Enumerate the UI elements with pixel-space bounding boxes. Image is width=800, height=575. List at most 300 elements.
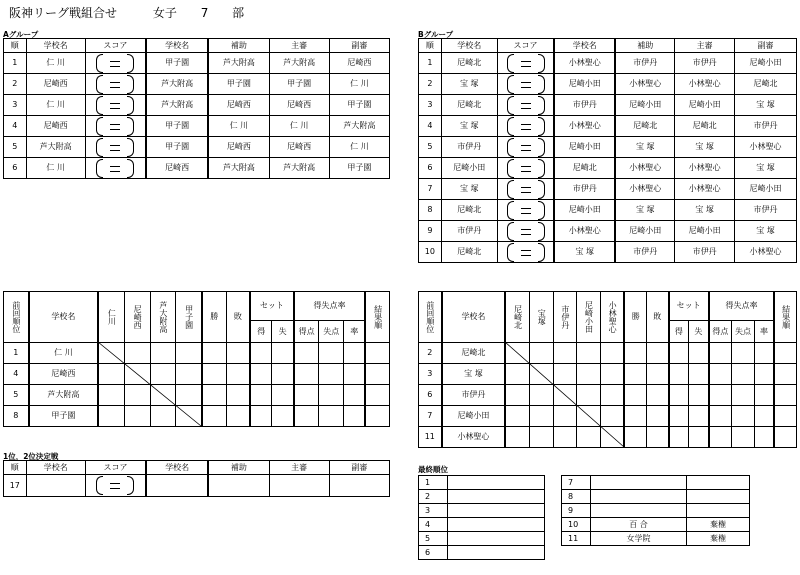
score-cell[interactable] [497, 179, 554, 200]
rank-number: 10 [562, 518, 591, 532]
ratio-cell[interactable] [754, 364, 774, 385]
score-cell[interactable] [497, 53, 554, 74]
rank-school[interactable] [448, 476, 545, 490]
rank-school[interactable] [448, 490, 545, 504]
match-cell: 4 [4, 116, 27, 137]
result-cell[interactable] [600, 427, 624, 448]
score-bracket[interactable] [507, 159, 545, 176]
ranking-row [419, 546, 545, 560]
rank-note [687, 490, 750, 504]
match-cell: 6 [4, 158, 27, 179]
match-cell: 宝 塚 [735, 221, 797, 242]
loss-cell[interactable] [226, 364, 250, 385]
pt-loss-cell[interactable] [732, 364, 755, 385]
ranking-left-table [418, 475, 545, 560]
result-cell[interactable] [553, 406, 577, 427]
match-cell: 芦大附高 [146, 95, 208, 116]
match-cell: 尼崎小田 [615, 95, 674, 116]
score-bracket[interactable] [96, 159, 134, 176]
header-cell: 副審 [735, 39, 797, 53]
header-cell: 学校名 [26, 461, 85, 475]
score-bracket[interactable] [507, 138, 545, 155]
loss-cell[interactable] [646, 385, 668, 406]
group-a-table [3, 38, 390, 179]
match-cell: 市伊丹 [615, 242, 674, 263]
match-cell: 尼崎西 [26, 116, 85, 137]
rank-school[interactable] [448, 504, 545, 518]
score-bracket[interactable] [507, 96, 545, 113]
set-loss-cell[interactable] [689, 385, 709, 406]
pt-loss-cell[interactable] [732, 385, 755, 406]
match-cell: 小林聖心 [554, 53, 615, 74]
match-cell: 宝 塚 [735, 95, 797, 116]
match-cell: 市伊丹 [615, 53, 674, 74]
prev-rank-header: 前回順位 [4, 292, 29, 343]
match-cell [329, 475, 389, 497]
pt-loss-header: 失点 [732, 321, 755, 343]
score-bracket[interactable] [96, 96, 134, 113]
pt-win-header: 得点 [709, 321, 732, 343]
score-cell[interactable] [497, 116, 554, 137]
result-cell[interactable] [600, 343, 624, 364]
final-rank-cell[interactable] [365, 385, 389, 406]
result-cell[interactable] [553, 385, 577, 406]
match-cell: 市伊丹 [441, 221, 497, 242]
result-cell[interactable] [176, 385, 202, 406]
result-cell[interactable] [529, 364, 553, 385]
result-cell[interactable] [176, 343, 202, 364]
ratio-cell[interactable] [344, 385, 366, 406]
match-cell: 4 [419, 116, 442, 137]
match-row [419, 53, 797, 74]
result-cell[interactable] [529, 427, 553, 448]
rank-number: 8 [562, 490, 591, 504]
score-bracket[interactable] [507, 222, 545, 239]
group-b-table [418, 38, 797, 263]
result-cell[interactable] [553, 427, 577, 448]
match-cell: 尼崎西 [269, 137, 329, 158]
ranking-caption: 最終順位 [418, 465, 448, 474]
school-cell: 小林聖心 [442, 427, 506, 448]
match-cell: 尼崎北 [554, 158, 615, 179]
match-cell: 市伊丹 [675, 242, 735, 263]
score-cell[interactable] [497, 137, 554, 158]
match-cell: 尼崎小田 [735, 53, 797, 74]
set-loss-cell[interactable] [689, 343, 709, 364]
match-cell: 尼崎西 [26, 74, 85, 95]
set-loss-cell[interactable] [272, 385, 294, 406]
win-cell[interactable] [202, 385, 226, 406]
pt-loss-cell[interactable] [732, 427, 755, 448]
set-win-cell[interactable] [250, 406, 272, 427]
match-cell [146, 475, 208, 497]
pt-win-cell[interactable] [709, 406, 732, 427]
result-cell[interactable] [505, 406, 529, 427]
result-cell[interactable] [124, 406, 150, 427]
set-loss-cell[interactable] [689, 364, 709, 385]
header-cell: 副審 [329, 461, 389, 475]
standings-row [4, 406, 390, 427]
final-rank-cell[interactable] [774, 427, 796, 448]
final-rank-cell[interactable] [365, 364, 389, 385]
standings-row [4, 364, 390, 385]
match-cell: 尼崎西 [329, 53, 389, 74]
match-cell: 宝 塚 [615, 200, 674, 221]
win-cell[interactable] [202, 364, 226, 385]
match-cell: 市伊丹 [735, 116, 797, 137]
score-cell[interactable] [497, 95, 554, 116]
match-cell: 芦大附高 [208, 158, 269, 179]
set-loss-cell[interactable] [689, 427, 709, 448]
match-cell: 芦大附高 [269, 158, 329, 179]
result-cell[interactable] [98, 343, 124, 364]
result-cell[interactable] [98, 364, 124, 385]
pt-win-cell[interactable] [709, 364, 732, 385]
loss-cell[interactable] [646, 364, 668, 385]
result-cell[interactable] [529, 385, 553, 406]
final-rank-cell[interactable] [365, 406, 389, 427]
win-header: 勝 [624, 292, 646, 343]
set-win-cell[interactable] [669, 406, 689, 427]
result-cell[interactable] [98, 406, 124, 427]
score-cell[interactable] [497, 200, 554, 221]
ratio-cell[interactable] [344, 343, 366, 364]
win-cell[interactable] [624, 427, 646, 448]
score-cell[interactable] [85, 475, 146, 497]
match-row [419, 116, 797, 137]
opponent-header: 仁川 [98, 292, 124, 343]
school-cell: 芦大附高 [29, 385, 98, 406]
school-cell: 仁 川 [29, 343, 98, 364]
title-number: 7 [200, 6, 209, 20]
points-header: 得失点率 [709, 292, 775, 321]
result-cell[interactable] [529, 343, 553, 364]
set-win-cell[interactable] [250, 364, 272, 385]
rank-school[interactable] [591, 490, 687, 504]
result-cell[interactable] [98, 385, 124, 406]
result-cell[interactable] [529, 406, 553, 427]
win-cell[interactable] [202, 343, 226, 364]
match-cell: 8 [419, 200, 442, 221]
match-cell: 市伊丹 [735, 200, 797, 221]
standings-row [419, 343, 797, 364]
result-cell[interactable] [150, 343, 176, 364]
ratio-cell[interactable] [754, 406, 774, 427]
score-cell[interactable] [85, 95, 146, 116]
final-rank-cell[interactable] [774, 385, 796, 406]
set-loss-cell[interactable] [272, 343, 294, 364]
rank-number: 2 [419, 490, 448, 504]
result-cell[interactable] [577, 364, 601, 385]
match-row [419, 221, 797, 242]
standings-row [419, 427, 797, 448]
win-cell[interactable] [624, 406, 646, 427]
opponent-header: 尼崎西 [124, 292, 150, 343]
points-header: 得失点率 [294, 292, 366, 321]
match-row [4, 53, 390, 74]
rank-number: 3 [419, 504, 448, 518]
win-cell[interactable] [624, 343, 646, 364]
pt-loss-cell[interactable] [732, 343, 755, 364]
standings-row [419, 406, 797, 427]
win-cell[interactable] [624, 385, 646, 406]
match-cell: 尼崎小田 [735, 179, 797, 200]
rank-school[interactable] [591, 504, 687, 518]
match-cell: 市伊丹 [554, 179, 615, 200]
opponent-header: 甲子園 [176, 292, 202, 343]
opponent-header: 尼崎小田 [577, 292, 601, 343]
match-cell: 甲子園 [329, 95, 389, 116]
score-cell[interactable] [85, 74, 146, 95]
pt-win-cell[interactable] [709, 385, 732, 406]
match-row [4, 95, 390, 116]
result-cell[interactable] [505, 343, 529, 364]
result-cell[interactable] [577, 343, 601, 364]
school-cell: 尼崎北 [442, 343, 506, 364]
pt-win-cell[interactable] [709, 427, 732, 448]
set-win-header: 得 [250, 321, 272, 343]
prev-rank-cell: 8 [4, 406, 29, 427]
rank-school[interactable] [448, 532, 545, 546]
opponent-header: 小林聖心 [600, 292, 624, 343]
result-cell[interactable] [176, 364, 202, 385]
match-cell: 尼崎小田 [675, 221, 735, 242]
pt-loss-cell[interactable] [319, 385, 344, 406]
result-cell[interactable] [150, 364, 176, 385]
match-cell: 芦大附高 [329, 116, 389, 137]
match-cell: 芦大附高 [269, 53, 329, 74]
school-cell: 尼崎小田 [442, 406, 506, 427]
pt-loss-cell[interactable] [319, 364, 344, 385]
ranking-row [562, 504, 750, 518]
ratio-cell[interactable] [344, 364, 366, 385]
ratio-header: 率 [754, 321, 774, 343]
pt-loss-cell[interactable] [319, 406, 344, 427]
result-cell[interactable] [176, 406, 202, 427]
ratio-cell[interactable] [754, 427, 774, 448]
match-cell: 甲子園 [208, 74, 269, 95]
prev-rank-cell: 5 [4, 385, 29, 406]
score-bracket[interactable] [507, 201, 545, 218]
score-cell[interactable] [497, 242, 554, 263]
match-cell: 小林聖心 [615, 158, 674, 179]
score-bracket[interactable] [507, 54, 545, 71]
standings-row [4, 343, 390, 364]
score-bracket[interactable] [96, 138, 134, 155]
set-loss-cell[interactable] [272, 406, 294, 427]
match-cell: 尼崎北 [675, 116, 735, 137]
ratio-header: 率 [344, 321, 366, 343]
score-bracket[interactable] [507, 117, 545, 134]
match-cell: 尼崎北 [441, 242, 497, 263]
match-cell: 尼崎北 [441, 95, 497, 116]
ratio-cell[interactable] [344, 406, 366, 427]
match-cell: 尼崎西 [208, 137, 269, 158]
score-cell[interactable] [497, 74, 554, 95]
prev-rank-cell: 2 [419, 343, 442, 364]
pt-loss-cell[interactable] [732, 406, 755, 427]
match-cell: 宝 塚 [554, 242, 615, 263]
loss-cell[interactable] [646, 427, 668, 448]
pt-win-cell[interactable] [709, 343, 732, 364]
set-win-cell[interactable] [669, 364, 689, 385]
match-row [4, 158, 390, 179]
match-cell: 3 [419, 95, 442, 116]
match-cell: 尼崎北 [735, 74, 797, 95]
match-cell: 尼崎小田 [554, 74, 615, 95]
result-cell[interactable] [124, 385, 150, 406]
score-bracket[interactable] [96, 117, 134, 134]
rank-number: 6 [419, 546, 448, 560]
pt-win-cell[interactable] [294, 406, 319, 427]
match-cell: 小林聖心 [554, 221, 615, 242]
loss-header: 敗 [646, 292, 668, 343]
score-bracket[interactable] [96, 75, 134, 92]
rank-number: 1 [419, 476, 448, 490]
set-win-cell[interactable] [669, 343, 689, 364]
match-cell: 甲子園 [146, 116, 208, 137]
score-cell[interactable] [85, 158, 146, 179]
match-cell: 仁 川 [26, 158, 85, 179]
final-rank-cell[interactable] [774, 343, 796, 364]
rank-school[interactable] [448, 518, 545, 532]
loss-cell[interactable] [226, 343, 250, 364]
result-cell[interactable] [124, 343, 150, 364]
result-cell[interactable] [600, 406, 624, 427]
ranking-right-table [561, 475, 750, 546]
match-row [4, 137, 390, 158]
header-cell: 補助 [208, 461, 269, 475]
rank-school[interactable]: 百 合 [591, 518, 687, 532]
set-win-header: 得 [669, 321, 689, 343]
final-rank-cell[interactable] [774, 406, 796, 427]
result-cell[interactable] [553, 343, 577, 364]
result-cell[interactable] [505, 364, 529, 385]
title-division: 部 [232, 6, 245, 20]
score-bracket[interactable] [96, 54, 134, 71]
prev-rank-header: 前回順位 [419, 292, 442, 343]
pt-win-cell[interactable] [294, 343, 319, 364]
match-cell: 仁 川 [26, 53, 85, 74]
result-cell[interactable] [505, 427, 529, 448]
rank-note: 棄権 [687, 518, 750, 532]
loss-cell[interactable] [646, 406, 668, 427]
loss-cell[interactable] [646, 343, 668, 364]
result-cell[interactable] [553, 364, 577, 385]
loss-cell[interactable] [226, 385, 250, 406]
header-cell: 学校名 [554, 39, 615, 53]
header-cell: 学校名 [26, 39, 85, 53]
pt-win-cell[interactable] [294, 364, 319, 385]
match-cell: 仁 川 [329, 74, 389, 95]
result-cell[interactable] [577, 406, 601, 427]
match-row [419, 200, 797, 221]
result-cell[interactable] [600, 364, 624, 385]
set-win-cell[interactable] [669, 385, 689, 406]
result-cell[interactable] [600, 385, 624, 406]
set-win-cell[interactable] [669, 427, 689, 448]
ranking-row [419, 476, 545, 490]
win-header: 勝 [202, 292, 226, 343]
prev-rank-cell: 11 [419, 427, 442, 448]
match-row [419, 95, 797, 116]
match-cell [26, 475, 85, 497]
score-bracket[interactable] [507, 243, 545, 260]
match-cell: 1 [4, 53, 27, 74]
win-cell[interactable] [624, 364, 646, 385]
set-win-cell[interactable] [250, 343, 272, 364]
match-cell: 市伊丹 [441, 137, 497, 158]
final-rank-cell[interactable] [774, 364, 796, 385]
set-loss-cell[interactable] [689, 406, 709, 427]
score-cell[interactable] [85, 116, 146, 137]
result-cell[interactable] [505, 385, 529, 406]
match-cell: 市伊丹 [554, 95, 615, 116]
ranking-row [562, 490, 750, 504]
rank-school[interactable]: 女学院 [591, 532, 687, 546]
match-cell: 尼崎小田 [554, 137, 615, 158]
score-cell[interactable] [497, 158, 554, 179]
result-cell[interactable] [577, 427, 601, 448]
ratio-cell[interactable] [754, 343, 774, 364]
result-cell[interactable] [150, 406, 176, 427]
final-rank-cell[interactable] [365, 343, 389, 364]
result-cell[interactable] [150, 385, 176, 406]
score-bracket[interactable] [507, 180, 545, 197]
score-cell[interactable] [85, 137, 146, 158]
rank-number: 5 [419, 532, 448, 546]
match-cell: 尼崎小田 [441, 158, 497, 179]
set-win-cell[interactable] [250, 385, 272, 406]
opponent-header: 尼崎北 [505, 292, 529, 343]
win-cell[interactable] [202, 406, 226, 427]
prev-rank-cell: 7 [419, 406, 442, 427]
score-bracket[interactable] [507, 75, 545, 92]
header-cell: 順 [4, 39, 27, 53]
match-row [419, 137, 797, 158]
rank-school[interactable] [448, 546, 545, 560]
loss-cell[interactable] [226, 406, 250, 427]
prev-rank-cell: 6 [419, 385, 442, 406]
match-row [4, 475, 390, 497]
title-gender: 女子 [152, 6, 177, 20]
score-cell[interactable] [497, 221, 554, 242]
rank-note [687, 504, 750, 518]
ranking-row [419, 532, 545, 546]
match-row [419, 242, 797, 263]
score-bracket[interactable] [96, 476, 134, 493]
set-loss-cell[interactable] [272, 364, 294, 385]
pt-win-header: 得点 [294, 321, 319, 343]
standings-row [419, 364, 797, 385]
match-cell: 小林聖心 [735, 137, 797, 158]
score-cell[interactable] [85, 53, 146, 74]
ranking-row [562, 476, 750, 490]
header-cell: 順 [4, 461, 27, 475]
match-cell: 小林聖心 [675, 74, 735, 95]
result-cell[interactable] [124, 364, 150, 385]
rank-number: 4 [419, 518, 448, 532]
match-cell: 宝 塚 [441, 74, 497, 95]
result-cell[interactable] [577, 385, 601, 406]
title-main: 阪神リーグ戦組合せ [9, 6, 118, 20]
header-cell: 補助 [208, 39, 269, 53]
ratio-cell[interactable] [754, 385, 774, 406]
pt-loss-cell[interactable] [319, 343, 344, 364]
rank-school[interactable] [591, 476, 687, 490]
match-cell: 尼崎西 [269, 95, 329, 116]
pt-win-cell[interactable] [294, 385, 319, 406]
